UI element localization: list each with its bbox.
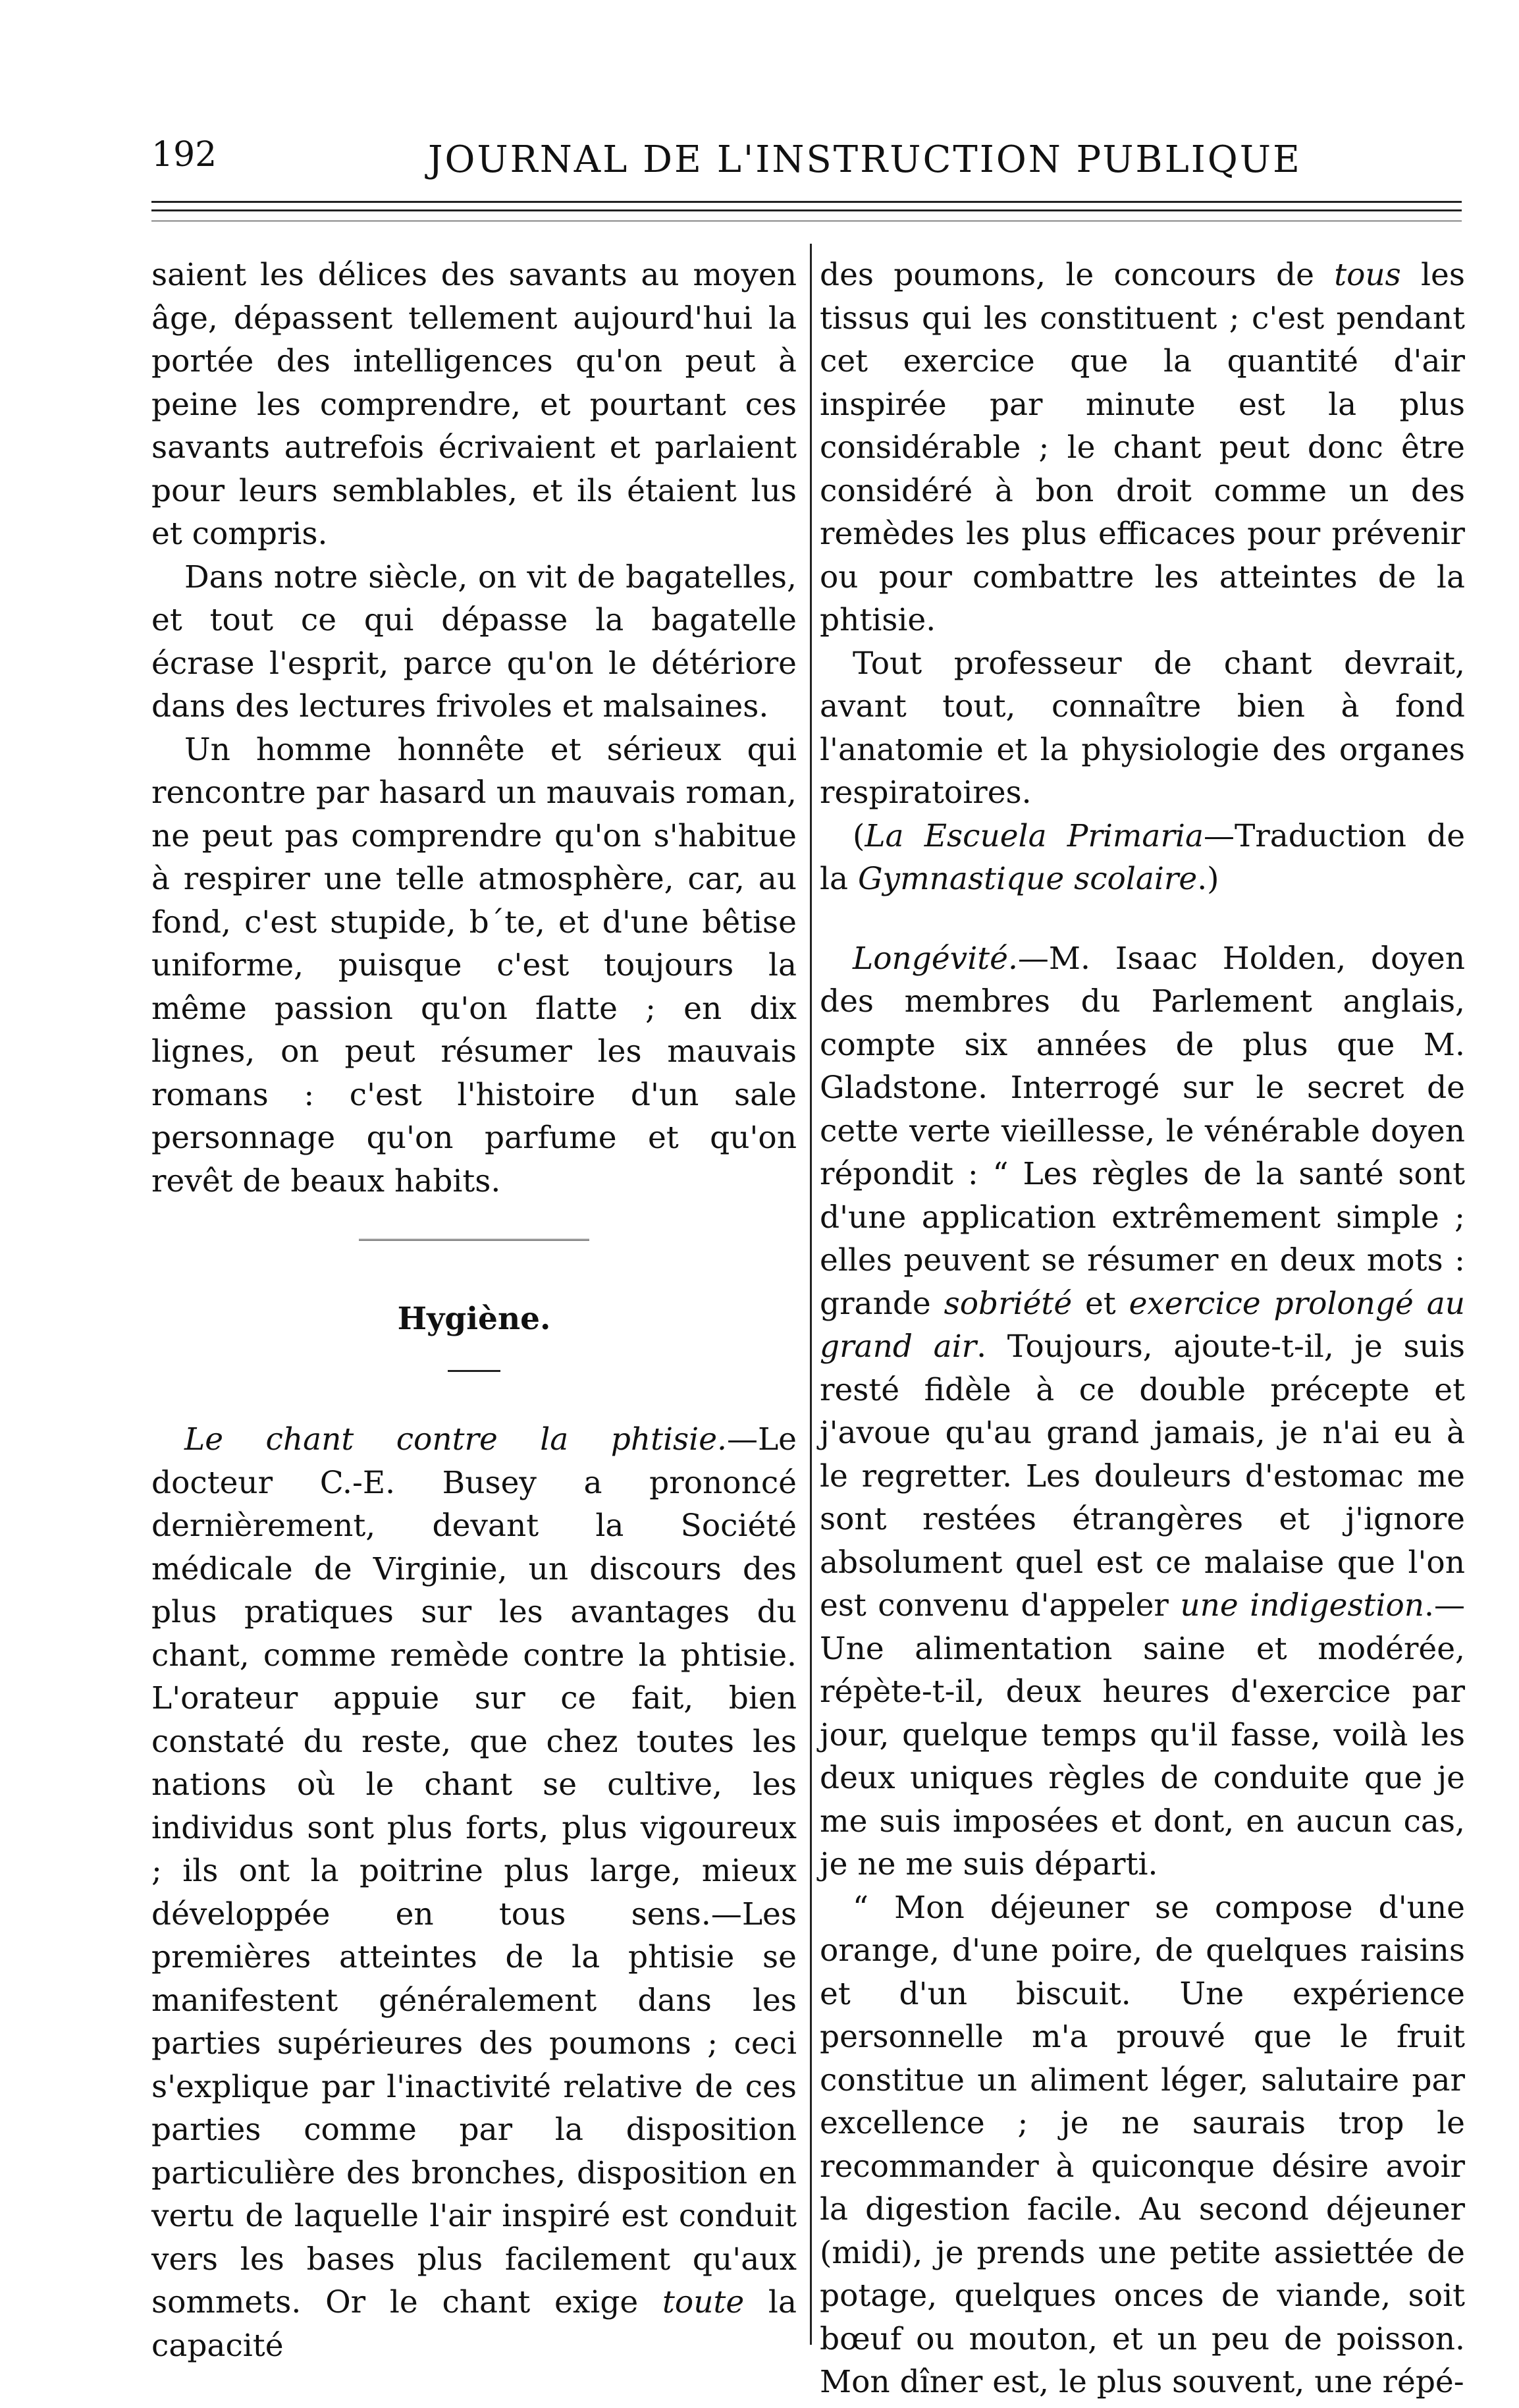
paragraph: Un homme honnête et sérieux qui rencontre par hasard un mauvais roman, ne peut pas comprendre qu'on s'habitue à respirer une telle atmosphère, car, au fond, c'est stupide, b´te, et d'une bêtise uniforme, puisque c'est toujours la même passion qu'on flatte ; en dix lignes, on peut résumer les mauvais romans : c'est l'histoire d'un sale personnage qu'on parfume et qu'on revêt de beaux habits. <box>151 731 797 1199</box>
text: . Toujours, ajoute-t-il, je suis resté fidèle à ce double précepte et j'avoue qu'au grand jamais, je n'ai eu à le regretter. Les douleurs d'estomac me sont restées étrangères et j'ignore absolument quel est ce malaise que l'on est convenu d'appeler <box>820 1328 1465 1624</box>
right-column <box>820 254 1465 2404</box>
emphasis: exercice prolongé au grand air <box>820 1285 1466 1365</box>
paragraph: saient les délices des savants au moyen âge, dépassent tellement aujourd'hui la portée des intelligences qu'on peut à peine les comprendre, et pourtant ces savants autrefois écrivaient et parlaient pour leurs semblables, et ils étaient lus et compris. <box>151 257 797 552</box>
paragraph: Tout professeur de chant devrait, avant tout, connaître bien à fond l'anatomie et la physiologie des organes respiratoires. <box>820 645 1465 811</box>
text: les tissus qui les constituent ; c'est pendant cet exercice que la quantité d'air inspirée par minute est la plus considérable ; le chant peut donc être considéré à bon droit comme un des remèdes les plus efficaces pour prévenir ou pour combattre les atteintes de la phtisie. <box>820 257 1465 638</box>
article-text-tail: la capacité <box>151 2284 797 2364</box>
emphasis: La Escuela Primaria <box>865 817 1204 854</box>
header-rule-top <box>151 201 1462 203</box>
left-column <box>151 254 797 2367</box>
emphasis: Gymnastique scolaire <box>858 861 1198 897</box>
text: et <box>1072 1285 1129 1322</box>
paragraph <box>820 937 1465 1886</box>
text: des poumons, le concours de <box>820 257 1335 293</box>
paragraph: Dans notre siècle, on vit de bagatelles, et tout ce qui dépasse la bagatelle écrase l'esprit, parce qu'on le détériore dans des lectures frivoles et malsaines. <box>151 559 797 725</box>
text: —M. Isaac Holden, doyen des membres du Parlement anglais, compte six années de plus que M. Gladstone. Interrogé sur le secret de cette verte vieillesse, le vénérable doyen répondit : “ Les règles de la santé sont d'une application extrêmement simple ; elles peuvent se résumer en deux mots : grande <box>820 940 1465 1322</box>
section-heading: Hygiène. <box>397 1301 551 1337</box>
emphasis: tous <box>1334 257 1401 293</box>
text: .) <box>1197 861 1219 897</box>
running-title: JOURNAL DE L'INSTRUCTION PUBLIQUE <box>428 138 1302 181</box>
paragraph <box>820 254 1465 642</box>
article-text: —Le docteur C.-E. Busey a prononcé dernièrement, devant la Société médicale de Virginie, un discours des plus pratiques sur les avantages du chant, comme remède contre la phtisie. L'orateur appuie sur ce fait, bien constaté du reste, que chez toutes les nations où le chant se cultive, les individus sont plus forts, plus vigoureux ; ils ont la poitrine plus large, mieux développée en tous sens.—Les premières atteintes de la phtisie se manifestent généralement dans les parties supérieures des poumons ; ceci s'explique par l'inactivité relative de ces parties comme par la disposition particulière des bronches, disposition en vertu de laquelle l'air inspiré est conduit vers les bases plus facilement qu'aux sommets. Or le chant exige <box>151 1421 797 2320</box>
paragraph: “ Mon déjeuner se compose d'une orange, d'une poire, de quelques raisins et d'un biscuit. Une expérience personnelle m'a prouvé que le fruit constitue un aliment léger, salutaire par excellence ; je ne saurais trop le recommander à quiconque désire avoir la digestion facile. Au second déjeuner (midi), je prends une petite assiettée de potage, quelques onces de viande, soit bœuf ou mouton, et un peu de poisson. Mon dîner est, le plus souvent, une répé- <box>820 1889 1465 2400</box>
text: ( <box>853 817 865 854</box>
section-divider <box>359 1239 589 1245</box>
text: .—Une alimentation saine et modérée, répète-t-il, deux heures d'exercice par jour, quelque temps qu'il fasse, voilà les deux uniques règles de conduite que je me suis imposées et dont, en aucun cas, je ne me suis départi. <box>820 1587 1465 1882</box>
article-lead: Longévité. <box>853 940 1018 977</box>
heading-dash <box>448 1370 500 1372</box>
header-rule-bottom <box>151 209 1462 211</box>
article-lead: Le chant contre la phtisie. <box>184 1421 727 1458</box>
emphasis: une indigestion <box>1180 1587 1425 1624</box>
paragraph <box>151 1418 797 2367</box>
emphasis: sobriété <box>944 1285 1073 1322</box>
page-number: 192 <box>151 135 217 175</box>
text: —Traduction de la <box>820 817 1466 897</box>
emphasis: toute <box>662 2284 745 2320</box>
source-citation <box>820 815 1465 901</box>
column-divider <box>810 244 812 2345</box>
